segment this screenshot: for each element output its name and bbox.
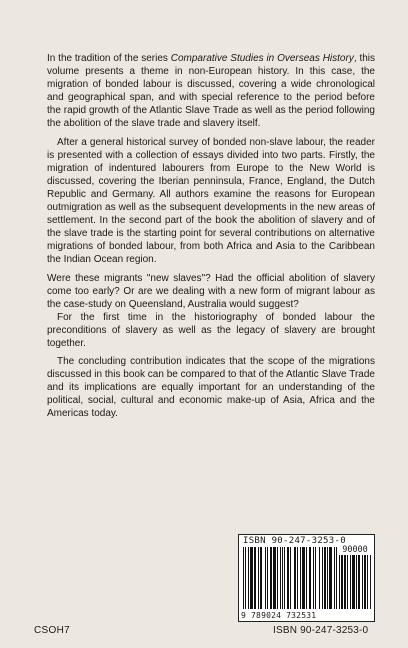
barcode-bar (313, 547, 314, 609)
barcode-bar (319, 547, 320, 609)
barcode-bar (294, 547, 296, 609)
barcode-bar (362, 555, 363, 609)
barcode-bar (265, 547, 266, 609)
barcode-bar (324, 547, 326, 609)
barcode-bar (284, 547, 285, 609)
barcode-bar (260, 547, 262, 609)
barcode-ean-digits: 9 789024 732531 (241, 611, 317, 620)
barcode-bar (258, 547, 259, 609)
barcode-bar (356, 555, 357, 609)
barcode-bar (270, 547, 272, 609)
barcode-bar (245, 547, 246, 609)
barcode-bar (336, 547, 337, 609)
barcode-bar (300, 547, 301, 609)
barcode-bar (334, 547, 335, 609)
barcode-bar (297, 547, 298, 609)
barcode-bar (280, 547, 281, 609)
barcode-bar (367, 555, 368, 609)
barcode-bar (315, 547, 316, 609)
barcode-bar (344, 555, 346, 609)
barcode-bar (358, 555, 360, 609)
barcode-bar (350, 555, 351, 609)
barcode-isbn-label: ISBN 90-247-3253-0 (243, 536, 346, 546)
price-barcode-bars (339, 555, 371, 609)
barcode-bar (364, 555, 366, 609)
blurb-p1-body: , this volume presents a theme in non-European history. In this case, the migration of bonded labour is discussed, covering a wide chronological and geographical span, and with special reference to the period before the rapid growth of the Atlantic Slave Trade as well as the period following the abolition of the slave trade and slavery itself. (47, 53, 376, 130)
barcode-bar (254, 547, 256, 609)
blurb-paragraph-5: The concluding contribution indicates that the scope of the migrations discussed in this book can be compared to that of the Atlantic Slave Trade and its implications are equally important for an understanding of the political, social, cultural and economic make-up of Asia, Africa and the Americas today. (47, 356, 375, 420)
barcode-bar (352, 555, 355, 609)
barcode-bar (347, 555, 348, 609)
barcode-price-code: 90000 (342, 545, 368, 555)
blurb-paragraph-2: After a general historical survey of bonded non-slave labour, the reader is presented with a collection of essays divided into two parts. Firstly, the migration of indentured labourers from Europe to the New World is discussed, covering the Iberian penninsula, France, England, the Dutch Republic and Germany. All authors examine the reasons for European outmigration as well as the subsequent developments in the new areas of settlement. In the second part of the book the abolition of slavery and of the slave trade is the starting point for several contributions on alternative migrations of bonded labour, from both Africa and Asia to the Caribbean the Indian Ocean region. (47, 136, 375, 266)
barcode-bar (282, 547, 283, 609)
series-code: CSOH7 (34, 625, 70, 636)
barcode-bar (267, 547, 268, 609)
barcode-bar (243, 547, 244, 609)
isbn-barcode (238, 534, 375, 622)
series-title: Comparative Studies in Overseas History (170, 53, 354, 64)
isbn-number: ISBN 90-247-3253-0 (273, 625, 369, 636)
barcode-bar (290, 547, 291, 609)
barcode-bar (329, 547, 332, 609)
barcode-bar (339, 555, 340, 609)
barcode-bar (306, 547, 307, 609)
barcode-bar (277, 547, 278, 609)
barcode-bar (287, 547, 289, 609)
blurb-text (47, 52, 375, 426)
barcode-bar (273, 547, 276, 609)
barcode-bar (309, 547, 311, 609)
blurb-paragraph-1 (47, 52, 375, 131)
barcode-bar (341, 555, 343, 609)
barcode-bar (327, 547, 328, 609)
barcode-bar (250, 547, 253, 609)
barcode-bar (322, 547, 323, 609)
blurb-paragraph-3: Were these migrants "new slaves"? Had the official abolition of slavery come too early? Or are we dealing with a new form of migrant labour as the case-study on Queensland, Australia would suggest? (47, 272, 375, 310)
blurb-paragraph-4: For the first time in the historiography of bonded labour the preconditions of slavery as well as the legacy of slavery are brought together. (47, 311, 375, 349)
ean-barcode-bars (243, 547, 337, 609)
barcode-bar (302, 547, 305, 609)
barcode-bar (370, 555, 371, 609)
blurb-p1-intro: In the tradition of the series (47, 53, 171, 64)
barcode-bar (248, 547, 249, 609)
